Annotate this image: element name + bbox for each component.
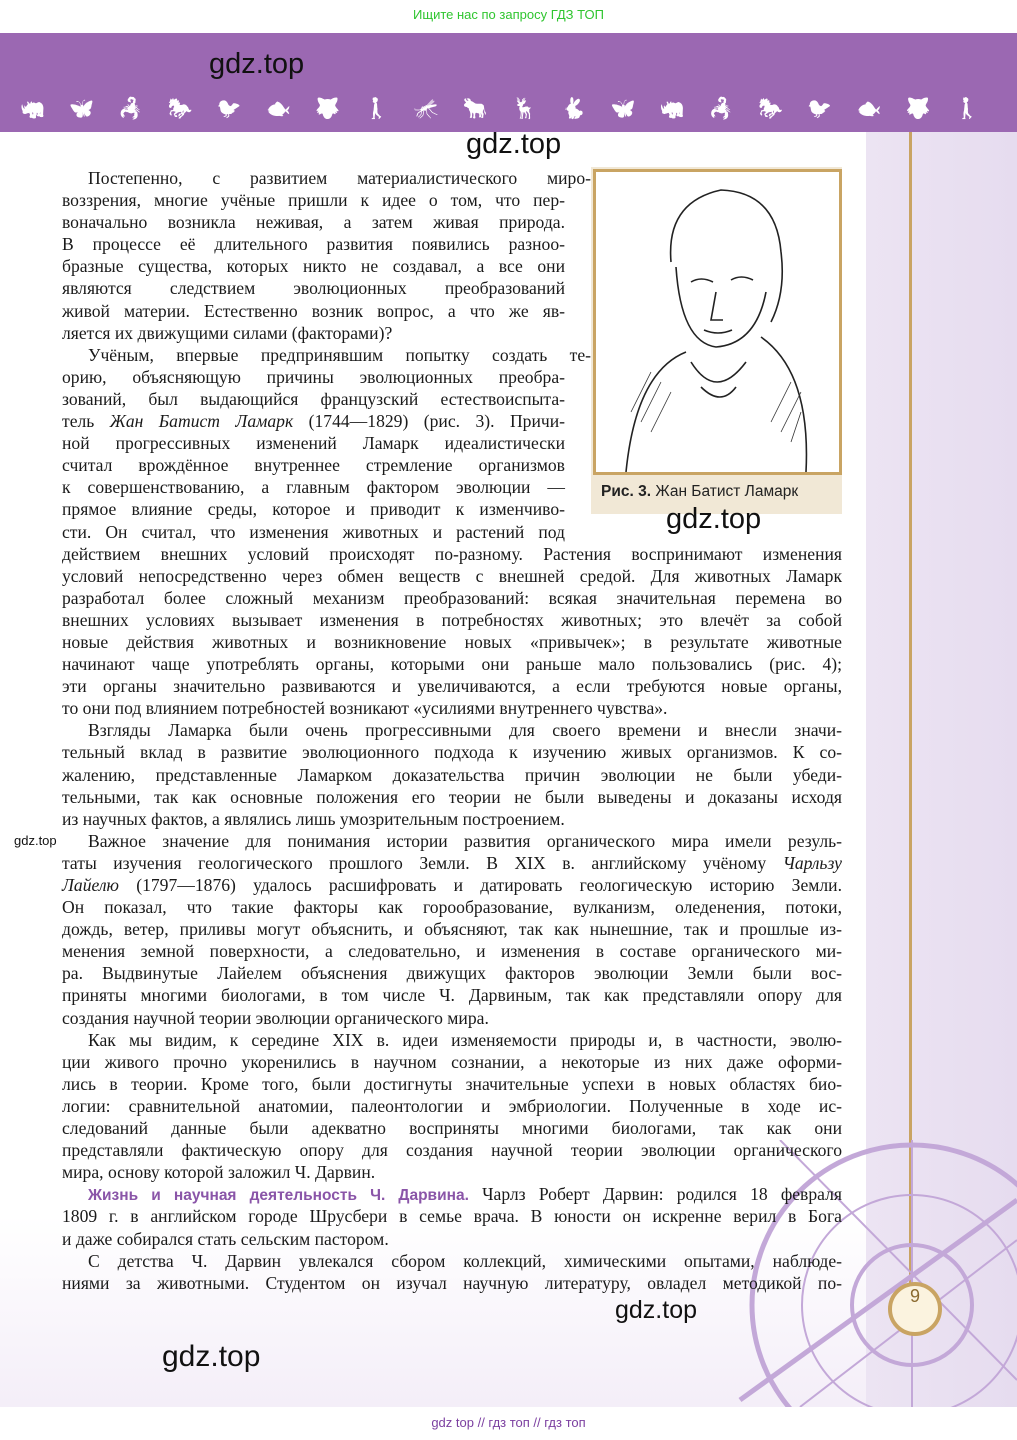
text-segment: ниями за животными. Студентом он изучал научную литературу, овладел методикой по-: [62, 1272, 842, 1293]
insect-icon: 🦟: [413, 98, 439, 120]
text-segment: тельными, так как основные положения его теории не были выведены и доказаны исходя: [62, 786, 842, 807]
text-segment: тель: [62, 411, 110, 432]
text-segment: Учёным, впервые предпринявшим попытку создать те-: [88, 344, 591, 365]
wolf-icon: 🐺: [315, 98, 341, 120]
footer-watermark: gdz top // гдз топ // гдз топ: [431, 1415, 586, 1430]
paragraph-first-line: [62, 167, 591, 189]
text-segment: ной прогрессивных изменений Ламарк идеалистически: [62, 433, 565, 454]
text-segment: прямое влияние среды, которое и приводит к изменчиво-: [62, 499, 565, 520]
scorpion-icon: 🦂: [118, 98, 144, 120]
text-line: [62, 366, 565, 388]
text-line: [62, 631, 842, 653]
text-segment: из научных фактов, а являлись лишь умозрительным построением.: [62, 808, 565, 829]
text-line: [62, 388, 565, 410]
text-segment: воначально возникла неживая, а затем живая природа.: [62, 212, 565, 233]
fish-icon: 🐟: [856, 98, 882, 120]
person-name: Жан Батист Ламарк: [109, 411, 294, 432]
text-segment: Важное значение для понимания истории развития органического мира имели резуль-: [88, 830, 842, 851]
watermark: gdz.top: [14, 833, 57, 848]
text-line: [62, 432, 565, 454]
bird-icon: 🐦: [216, 98, 242, 120]
text-segment: внешних условиях вызывает изменения в потребностях животных; это влечёт за собой: [62, 609, 842, 630]
text-segment: мира, основу которой заложил Ч. Дарвин.: [62, 1162, 376, 1183]
text-line: [62, 1161, 842, 1183]
animal-icons-strip: [20, 96, 980, 121]
rabbit-icon: 🐇: [561, 98, 587, 120]
rhino-icon: 🦏: [659, 98, 685, 120]
text-segment: сти. Он считал, что изменения животных и растений под: [62, 521, 565, 542]
text-segment: начинают чаще употреблять органы, которыми они раньше мало пользовались (рис. 4);: [62, 654, 842, 675]
butterfly-icon: 🦋: [610, 98, 636, 120]
text-line: [62, 697, 842, 719]
text-line: [62, 1205, 842, 1227]
text-segment: В процессе её длительного развития появились разноо-: [62, 234, 565, 255]
horse-icon: 🐎: [167, 98, 193, 120]
text-line: [62, 300, 565, 322]
text-line: [62, 808, 842, 830]
text-line: [62, 1007, 842, 1029]
text-line: [62, 764, 842, 786]
text-segment: С детства Ч. Дарвин увлекался сбором коллекций, химическими опытами, наблюде-: [88, 1250, 842, 1271]
text-segment: то они под влиянием потребностей возникают «усилиями внутреннего чувства».: [62, 698, 668, 719]
rhino-icon: 🦏: [20, 98, 45, 120]
text-segment: орию, объясняющую причины эволюционных преобра-: [62, 366, 565, 387]
text-line: [62, 962, 842, 984]
figure-icon: 🚶: [364, 98, 390, 120]
text-segment: разработал более сложный механизм преобразований: всякая значительная перемена во: [62, 587, 842, 608]
bird-icon: 🐦: [807, 98, 833, 120]
watermark: gdz.top: [615, 1296, 698, 1324]
text-segment: приняты многими биологами, в том числе Ч. Дарвиным, так как представляли опору для: [62, 985, 842, 1006]
text-line: [62, 741, 842, 763]
text-line: [62, 918, 842, 940]
text-segment: тельный вклад в развитие эволюционного подхода к изучению живых организмов. К со-: [62, 742, 842, 763]
text-line: [62, 498, 565, 520]
text-line: [62, 454, 565, 476]
text-segment: бразные существа, которых никто не создавал, а все они: [62, 256, 565, 277]
watermark: gdz.top: [162, 1340, 261, 1373]
paragraph-first-line: [62, 830, 842, 852]
text-segment: (1744—1829) (рис. 3). Причи-: [293, 411, 565, 432]
text-line: [62, 189, 565, 211]
text-line: [62, 896, 842, 918]
butterfly-icon: 🦋: [69, 98, 95, 120]
person-name: Чарльзу: [782, 852, 842, 873]
figure-icon: 🚶: [954, 98, 980, 120]
text-line: [62, 1272, 842, 1294]
text-line: [62, 410, 565, 432]
text-segment: таты изучения геологического прошлого Земли. В XIX в. английскому учёному: [62, 852, 783, 873]
page-number: 9: [888, 1282, 942, 1336]
watermark: gdz.top: [466, 128, 562, 160]
text-line: [62, 653, 842, 675]
text-line: [62, 852, 842, 874]
text-segment: жалению, представленные Ламарком доказательства причин эволюции не были убеди-: [62, 764, 842, 785]
text-line: [62, 211, 565, 233]
text-segment: и даже собирался стать сельским пастором.: [62, 1228, 389, 1249]
text-line: [62, 322, 565, 344]
text-segment: воззрения, многие учёные пришли к идее о том, что пер-: [62, 190, 565, 211]
text-segment: Взгляды Ламарка были очень прогрессивными для своего времени и внесли значи-: [88, 720, 842, 741]
text-segment: лись в теории. Кроме того, были достигнуты значительные успехи в новых областях био-: [62, 1073, 842, 1094]
text-line: [62, 233, 565, 255]
text-line: [62, 277, 565, 299]
paragraph-first-line: [62, 1029, 842, 1051]
paragraph-first-line: [62, 1183, 842, 1205]
paragraph-first-line: [62, 1250, 842, 1272]
horse-icon: 🐎: [758, 98, 783, 120]
text-segment: логии: сравнительной анатомии, палеонтологии и эмбриологии. Полученные в ходе ис-: [62, 1095, 842, 1116]
text-segment: зований, был выдающийся французский естествоиспыта-: [62, 388, 565, 409]
text-segment: менения земной поверхности, а следовательно, и изменения в составе органического ми-: [62, 941, 842, 962]
text-segment: 1809 г. в английском городе Шрусбери в семье врача. В юности он искренне верил в Бога: [62, 1206, 842, 1227]
text-line: [62, 609, 842, 631]
wolf-icon: 🐺: [905, 98, 931, 120]
antelope-icon: 🦌: [512, 98, 537, 120]
text-line: [62, 1117, 842, 1139]
figure-label: Рис. 3.: [601, 483, 652, 500]
text-segment: Постепенно, с развитием материалистического миро-: [88, 168, 591, 188]
text-segment: создания научной теории эволюции органического мира.: [62, 1007, 489, 1028]
text-line: [62, 521, 565, 543]
text-segment: к совершенствованию, а главным фактором эволюции —: [62, 477, 565, 498]
body-text: [62, 167, 842, 1294]
text-line: [62, 255, 565, 277]
text-line: [62, 1139, 842, 1161]
text-segment: ции живого прочно укоренились в научном сознании, а некоторые из них даже оформи-: [62, 1051, 842, 1072]
text-segment: Чарлз Роберт Дарвин: родился 18 февраля: [468, 1184, 843, 1205]
text-line: [62, 565, 842, 587]
person-name: Лайелю: [62, 875, 119, 895]
bull-icon: 🐂: [462, 98, 488, 120]
text-segment: представляли фактическую опору для создания научной теории эволюции органического: [62, 1140, 842, 1161]
text-line: [62, 1095, 842, 1117]
text-segment: ляется их движущими силами (факторами)?: [62, 322, 393, 343]
text-line: [62, 1228, 842, 1250]
text-segment: дождь, ветер, приливы могут объяснить, и объясняют, так как нынешние, так и прошлые из-: [62, 919, 842, 940]
fish-icon: 🐟: [266, 98, 291, 120]
text-segment: Он показал, что такие факторы как горообразование, вулканизм, оледенения, потоки,: [62, 897, 842, 918]
text-line: [62, 786, 842, 808]
text-segment: действием внешних условий происходят по-разному. Растения воспринимают изменения: [62, 543, 842, 564]
text-segment: (1797—1876) удалось расшифровать и датировать геологическую историю Земли.: [118, 875, 842, 895]
margin-line: [909, 132, 912, 1292]
text-line: [62, 940, 842, 962]
text-segment: следований данные были адекватно восприняты многими биологами, так как они: [62, 1118, 842, 1139]
text-line: [62, 984, 842, 1006]
text-line: [62, 476, 565, 498]
section-heading: Жизнь и научная деятельность Ч. Дарвина.: [88, 1187, 469, 1205]
search-hint: Ищите нас по запросу ГДЗ ТОП: [413, 7, 604, 22]
paragraph-first-line: [62, 344, 591, 366]
figure-caption-text: Жан Батист Ламарк: [651, 483, 799, 500]
text-line: [62, 675, 842, 697]
scorpion-icon: 🦂: [708, 98, 734, 120]
text-segment: эти органы значительно развиваются и увеличиваются, а если требуются новые органы,: [62, 676, 842, 697]
text-segment: новые действия животных и возникновение новых «привычек»; в результате животные: [62, 631, 842, 652]
text-segment: условий непосредственно через обмен веществ с внешней средой. Для животных Ламарк: [62, 565, 842, 586]
text-segment: ра. Выдвинутые Лайелем объяснения движущих факторов эволюции Земли были вос-: [62, 963, 842, 984]
text-line: [62, 1073, 842, 1095]
text-line: [62, 874, 842, 896]
text-segment: являются следствием эволюционных преобразований: [62, 278, 565, 299]
text-segment: Как мы видим, к середине XIX в. идеи изменяемости природы и, в частности, эволю-: [88, 1029, 842, 1050]
text-line: [62, 543, 842, 565]
text-line: [62, 587, 842, 609]
text-segment: живой материи. Естественно возник вопрос, а что же яв-: [62, 300, 565, 321]
watermark: gdz.top: [209, 48, 305, 80]
watermark: gdz.top: [666, 503, 762, 535]
text-segment: считал врождённое внутреннее стремление организмов: [62, 455, 565, 476]
text-line: [62, 1051, 842, 1073]
paragraph-first-line: [62, 719, 842, 741]
